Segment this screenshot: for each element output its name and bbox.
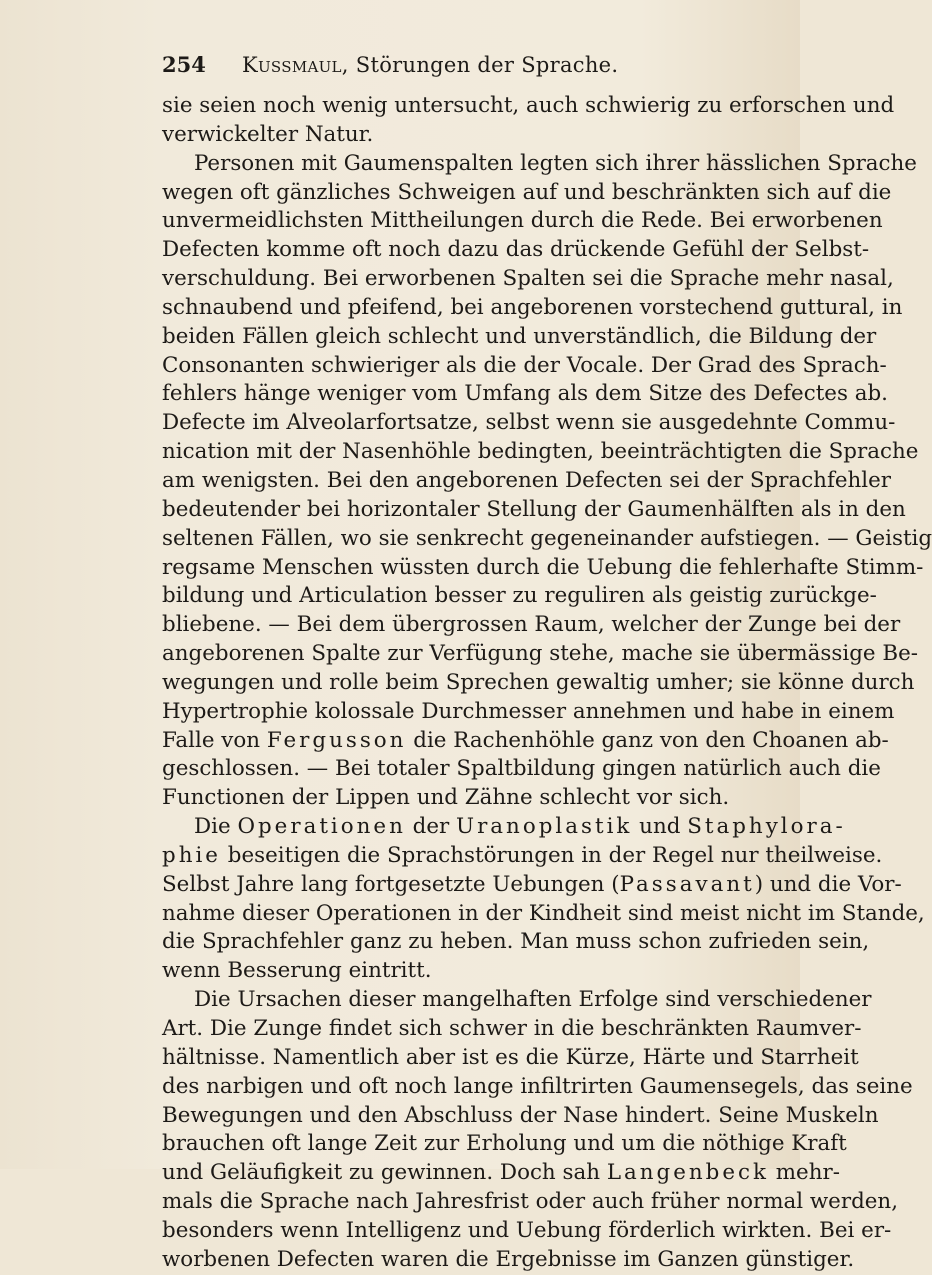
text-fragment: und Geläufigkeit zu gewinnen. Doch sah (162, 1160, 607, 1186)
text-line (162, 727, 889, 756)
term-staphylorraphie: Staphylora- (687, 814, 846, 840)
person-name-passavant: Passavant (619, 871, 755, 897)
text-line: verschuldung. Bei erworbenen Spalten sei die Sprache mehr nasal, (162, 266, 894, 292)
text-line: am wenigsten. Bei den angeborenen Defecten sei der Sprachfehler (162, 467, 892, 493)
term-uranoplastik: Uranoplastik (456, 814, 633, 840)
text-fragment: der (405, 814, 457, 840)
text-line: worbenen Defecten waren die Ergebnisse im Ganzen günstiger. (162, 1246, 855, 1272)
page-number: 254 (162, 52, 206, 77)
text-line (162, 813, 846, 842)
text-line: die Sprachfehler ganz zu heben. Man muss schon zufrieden sein, (162, 929, 870, 955)
text-fragment: und (632, 814, 688, 840)
body-text (162, 92, 932, 1275)
text-line: verwickelter Natur. (162, 121, 374, 147)
text-line: seltenen Fällen, wo sie senkrecht gegeneinander aufstiegen. — Geistig (162, 525, 932, 551)
text-fragment: mehr- (768, 1160, 840, 1186)
text-fragment: ) und die Vor- (754, 871, 902, 897)
text-line: sie seien noch wenig untersucht, auch schwierig zu erforschen und (162, 93, 895, 118)
text-line: unvermeidlichsten Mittheilungen durch die Rede. Bei erworbenen (162, 208, 883, 234)
text-line: Hypertrophie kolossale Durchmesser annehmen und habe in einem (162, 698, 895, 724)
running-head (242, 50, 618, 80)
text-fragment: Die (194, 814, 238, 840)
text-line (162, 842, 883, 871)
text-line: Art. Die Zunge findet sich schwer in die beschränkten Raumver- (162, 1016, 862, 1041)
text-line: wenn Besserung eintritt. (162, 958, 432, 984)
text-line: angeborenen Spalte zur Verfügung stehe, mache sie übermässige Be- (162, 641, 918, 667)
person-name-langenbeck: Langenbeck (606, 1160, 769, 1186)
text-fragment: die Rachenhöhle ganz von den Choanen ab- (406, 727, 889, 753)
text-line: nahme dieser Operationen in der Kindheit sind meist nicht im Stande, (162, 900, 925, 926)
text-line: Functionen der Lippen und Zähne schlecht vor sich. (162, 785, 730, 811)
text-line: Personen mit Gaumenspalten legten sich ihrer hässlichen Sprache (194, 150, 917, 176)
text-line: bildung und Articulation besser zu reguliren als geistig zurückge- (162, 583, 877, 609)
text-line: Bewegungen und den Abschluss der Nase hindert. Seine Muskeln (162, 1102, 879, 1128)
text-line: beiden Fällen gleich schlecht und unverständlich, die Bildung der (162, 323, 877, 349)
text-line: mals die Sprache nach Jahresfrist oder auch früher normal werden, (162, 1189, 898, 1215)
page-header (162, 50, 762, 80)
text-fragment: Selbst Jahre lang fortgesetzte Uebungen ( (162, 871, 620, 897)
text-line: Defecten komme oft noch dazu das drückende Gefühl der Selbst- (162, 237, 870, 263)
text-line: geschlossen. — Bei totaler Spaltbildung gingen natürlich auch die (162, 756, 881, 782)
text-line: bliebene. — Bei dem übergrossen Raum, welcher der Zunge bei der (162, 612, 901, 638)
text-line: des narbigen und oft noch lange infiltrirten Gaumensegels, das seine (162, 1073, 913, 1099)
text-fragment: beseitigen die Sprachstörungen in der Regel nur theilweise. (220, 842, 883, 868)
person-name-fergusson: Fergusson (266, 727, 407, 753)
text-line: regsame Menschen wüssten durch die Uebung die fehlerhafte Stimm- (162, 554, 924, 580)
text-line: wegungen und rolle beim Sprechen gewaltig umher; sie könne durch (162, 669, 915, 695)
text-line (162, 871, 902, 900)
text-line: schnaubend und pfeifend, bei angeborenen vorstechend guttural, in (162, 294, 903, 320)
text-line: nication mit der Nasenhöhle bedingten, beeinträchtigten die Sprache (162, 439, 919, 465)
text-line: hältnisse. Namentlich aber ist es die Kürze, Härte und Starrheit (162, 1044, 859, 1070)
text-line: wegen oft gänzliches Schweigen auf und beschränkten sich auf die (162, 179, 892, 205)
running-head-title: Störungen der Sprache. (355, 53, 619, 77)
running-head-author: Kussmaul, (242, 53, 349, 77)
text-line: Defecte im Alveolarfortsatze, selbst wenn sie ausgedehnte Commu- (162, 410, 896, 436)
text-line (162, 1159, 840, 1188)
text-fragment: Falle von (162, 727, 267, 753)
text-line: Die Ursachen dieser mangelhaften Erfolge sind verschiedener (194, 987, 872, 1013)
text-line: besonders wenn Intelligenz und Uebung förderlich wirkten. Bei er- (162, 1217, 892, 1243)
term-staphylorraphie-end: phie (162, 842, 221, 868)
text-line: brauchen oft lange Zeit zur Erholung und um die nöthige Kraft (162, 1131, 847, 1157)
text-line: Consonanten schwieriger als die der Vocale. Der Grad des Sprach- (162, 352, 887, 378)
term-operationen: Operationen (237, 814, 406, 840)
text-line: fehlers hänge weniger vom Umfang als dem Sitze des Defectes ab. (162, 381, 888, 407)
text-line: bedeutender bei horizontaler Stellung der Gaumenhälften als in den (162, 496, 906, 522)
